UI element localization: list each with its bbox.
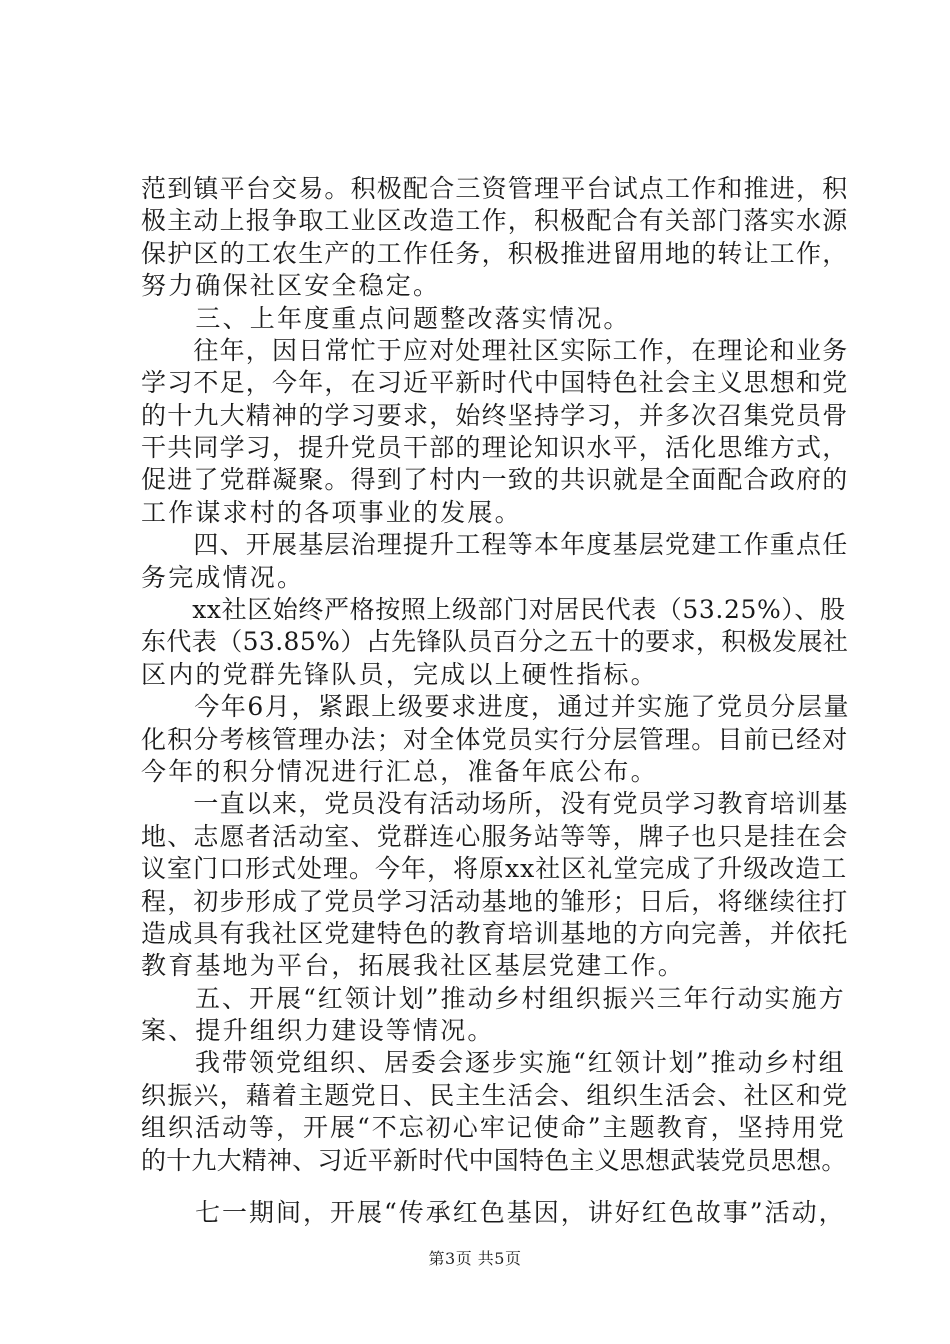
section-heading: 案、提升组织力建设等情况。	[141, 1016, 495, 1046]
body-text-line: 造成具有我社区党建特色的教育培训基地的方向完善，并依托	[141, 918, 849, 948]
body-text-line: 议室门口形式处理。今年，将原xx社区礼堂完成了升级改造工	[141, 854, 848, 884]
body-text-line: 教育基地为平台，拓展我社区基层党建工作。	[141, 951, 686, 981]
body-text-line: 保护区的工农生产的工作任务，积极推进留用地的转让工作，	[141, 238, 849, 268]
section-heading: 三、上年度重点问题整改落实情况。	[141, 303, 631, 333]
page-number-footer: 第3页 共5页	[428, 1249, 522, 1268]
body-text-line: 程，初步形成了党员学习活动基地的雏形；日后，将继续往打	[141, 886, 849, 916]
section-heading: 五、开展“红领计划”推动乡村组织振兴三年行动实施方	[141, 983, 846, 1013]
body-text-line: 的十九大精神、习近平新时代中国特色主义思想武装党员思想。	[141, 1145, 847, 1175]
body-text-line: 地、志愿者活动室、党群连心服务站等等，牌子也只是挂在会	[141, 821, 849, 851]
section-heading: 务完成情况。	[141, 562, 305, 592]
body-text-line: 区内的党群先锋队员，完成以上硬性指标。	[141, 659, 658, 689]
body-text-line: 化积分考核管理办法；对全体党员实行分层管理。目前已经对	[141, 724, 849, 754]
body-text-line: 的十九大精神的学习要求，始终坚持学习，并多次召集党员骨	[141, 400, 849, 430]
body-text-line: 今年的积分情况进行汇总，准备年底公布。	[141, 756, 658, 786]
body-text-line: 今年6月，紧跟上级要求进度，通过并实施了党员分层量	[141, 692, 851, 722]
body-text-line: xx社区始终严格按照上级部门对居民代表（53.25%）、股	[141, 595, 846, 625]
body-text-line: 工作谋求村的各项事业的发展。	[141, 497, 522, 527]
body-text-line: 我带领党组织、居委会逐步实施“红领计划”推动乡村组	[141, 1048, 846, 1078]
body-text-line: 七一期间，开展“传承红色基因，讲好红色故事”活动，	[141, 1198, 846, 1227]
body-text-line: 学习不足，今年，在习近平新时代中国特色社会主义思想和党	[141, 368, 849, 398]
body-text-line: 织振兴，藉着主题党日、民主生活会、组织生活会、社区和党	[141, 1080, 849, 1110]
body-text-line: 范到镇平台交易。积极配合三资管理平台试点工作和推进，积	[141, 174, 849, 203]
body-text-line: 往年，因日常忙于应对处理社区实际工作，在理论和业务	[141, 335, 849, 365]
body-text-line: 干共同学习，提升党员干部的理论知识水平，活化思维方式，	[141, 433, 849, 463]
section-heading: 四、开展基层治理提升工程等本年度基层党建工作重点任	[141, 530, 849, 560]
body-text-line: 促进了党群凝聚。得到了村内一致的共识就是全面配合政府的	[141, 465, 849, 495]
body-text-line: 东代表（53.85%）占先锋队员百分之五十的要求，积极发展社	[141, 627, 849, 657]
body-text-line: 极主动上报争取工业区改造工作，积极配合有关部门落实水源	[141, 206, 849, 236]
body-text-line: 一直以来，党员没有活动场所，没有党员学习教育培训基	[141, 789, 849, 819]
body-text-line: 组织活动等，开展“不忘初心牢记使命”主题教育，坚持用党	[141, 1113, 846, 1143]
body-text-line: 努力确保社区安全稳定。	[141, 271, 441, 301]
